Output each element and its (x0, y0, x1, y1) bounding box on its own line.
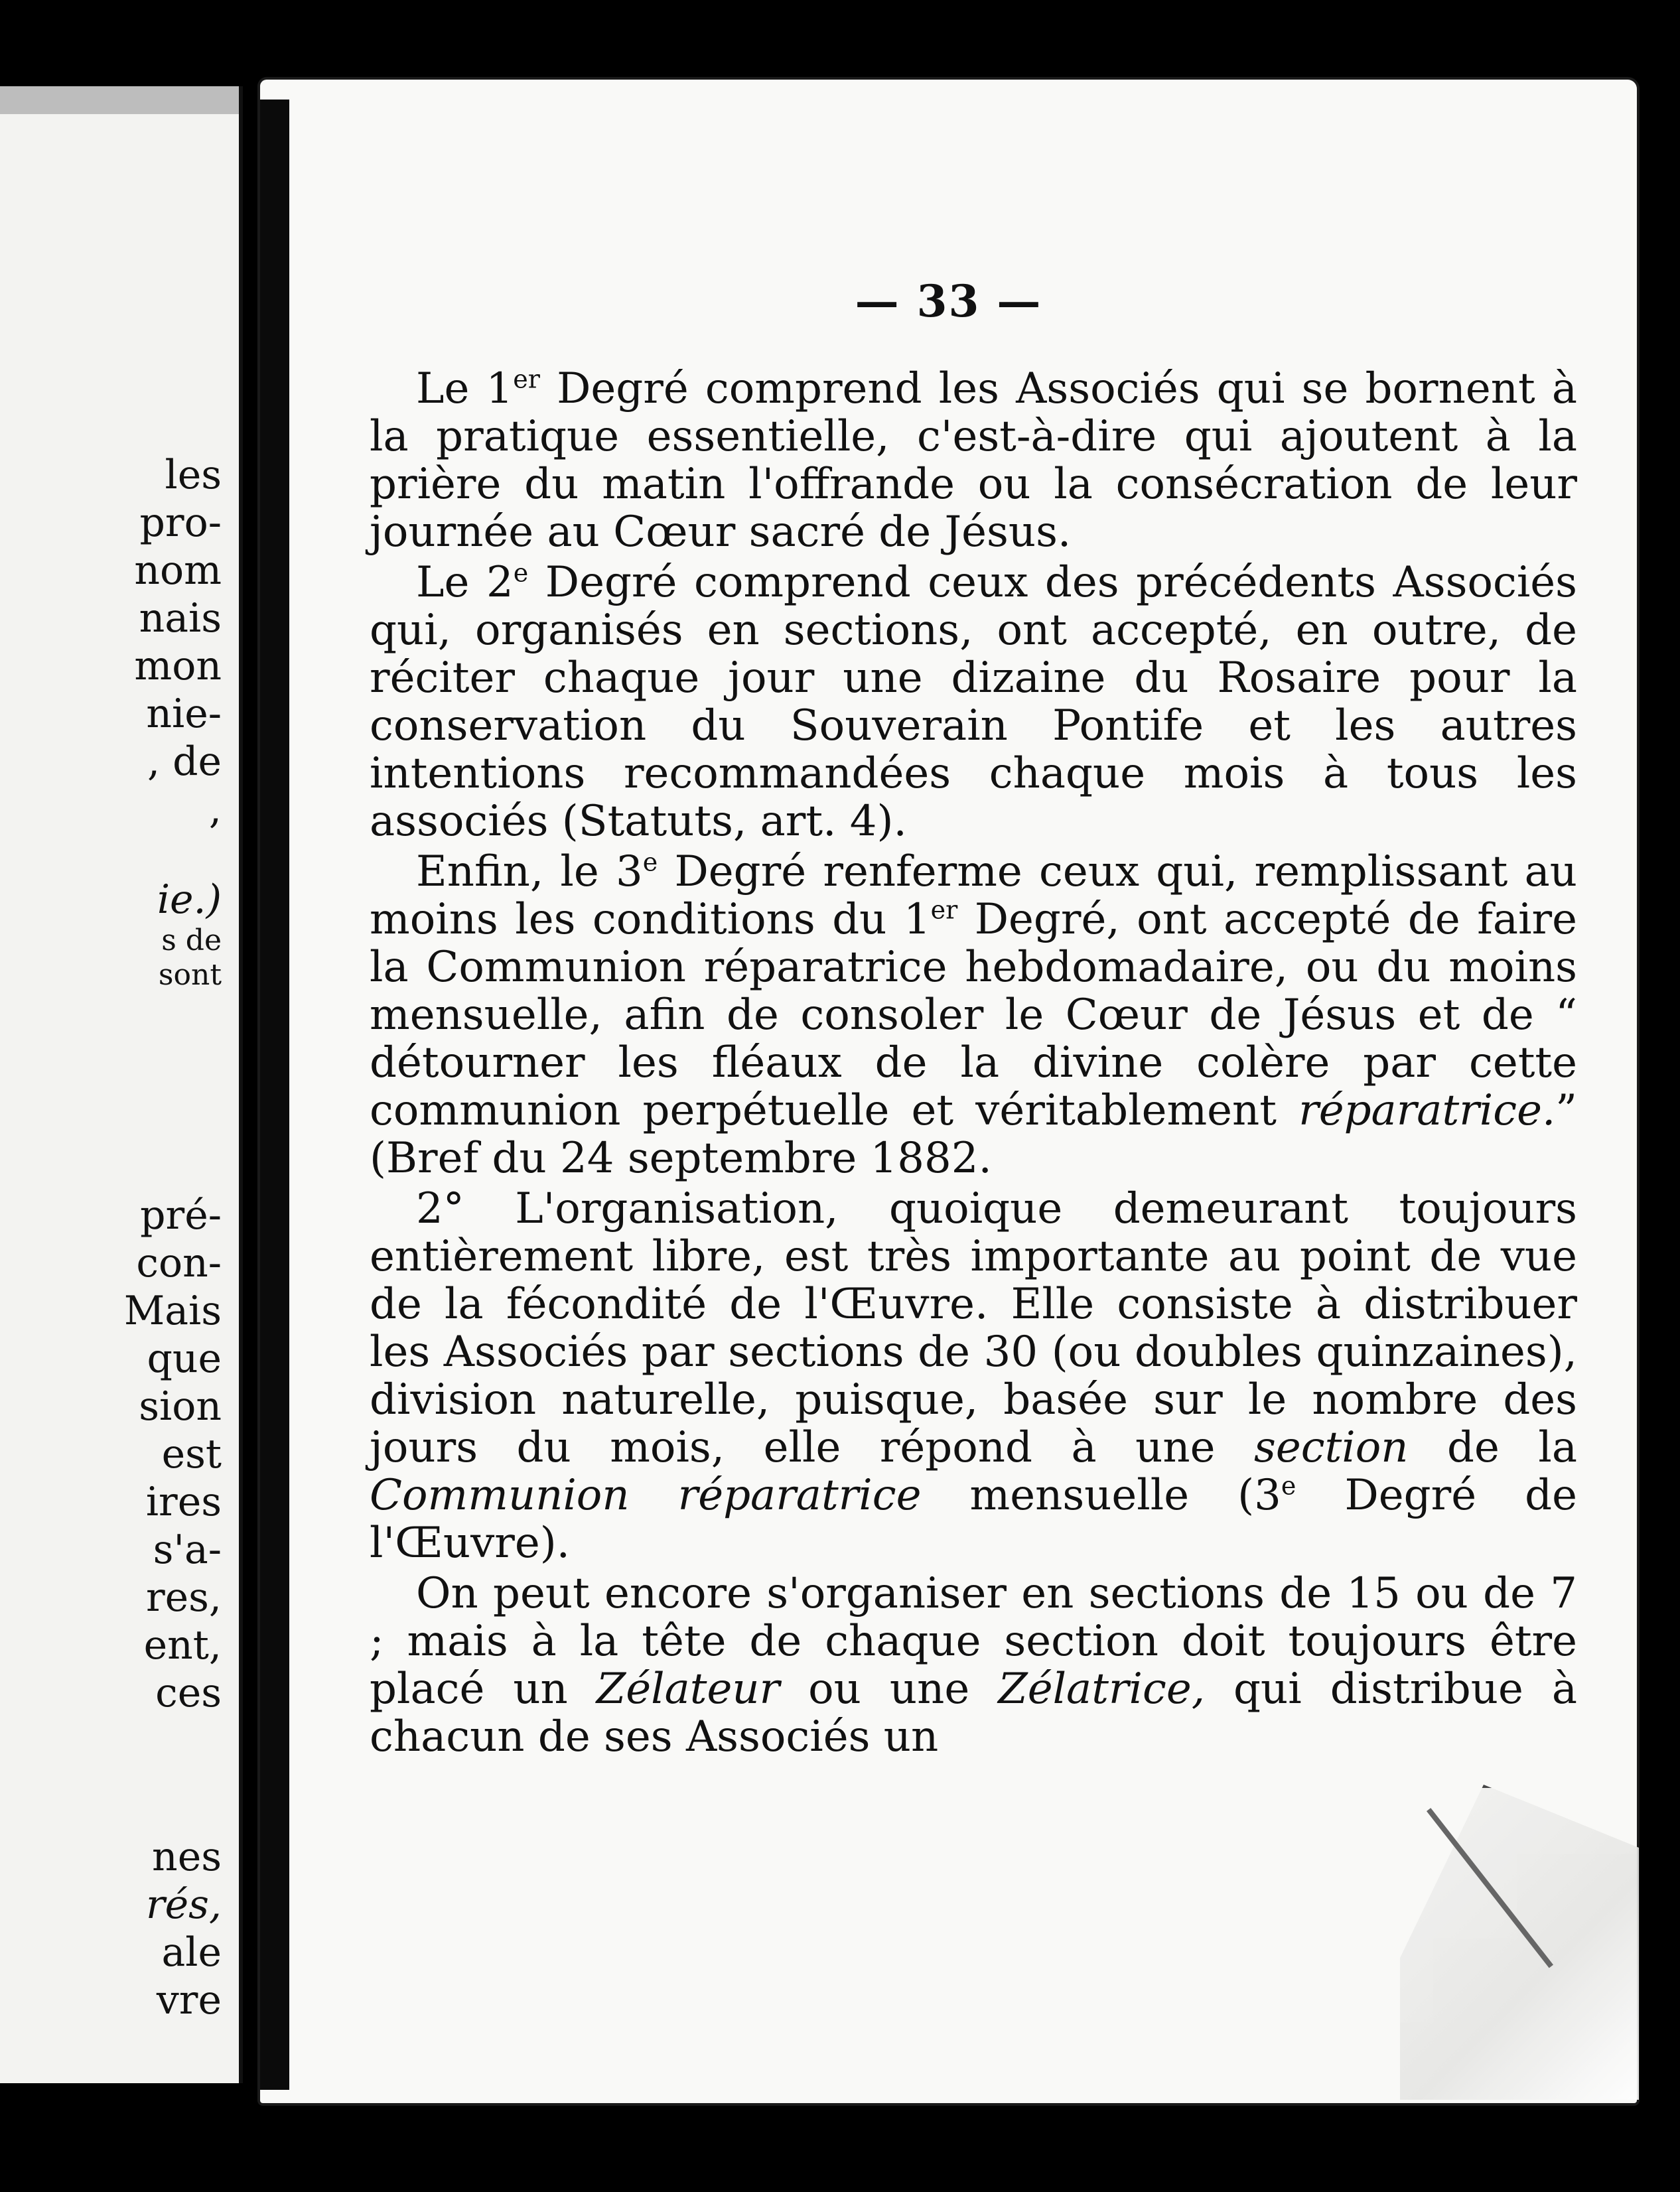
left-line: , de (147, 738, 222, 785)
left-line: nie- (146, 691, 222, 737)
left-line: Mais (123, 1288, 222, 1334)
left-line: nes (152, 1834, 222, 1880)
superscript: e (513, 558, 529, 588)
left-line: ires (145, 1479, 222, 1525)
italic-text: réparatrice. (1298, 1086, 1556, 1135)
italic-text: Zélatrice, (998, 1665, 1206, 1714)
left-line: ent, (143, 1622, 222, 1669)
left-line: , (208, 786, 222, 833)
text-run: Le 1 (416, 364, 514, 413)
left-line: res, (145, 1574, 222, 1621)
text-run: ” (Bref du 24 septembre 1882. (370, 1086, 1577, 1183)
text-run: Enfin, le 3 (416, 847, 643, 896)
left-line: sont (158, 958, 222, 992)
italic-text: Communion réparatrice (370, 1471, 922, 1520)
superscript: er (930, 895, 958, 925)
paragraph-organisation (370, 1185, 1577, 1567)
italic-text: Zélateur (596, 1665, 780, 1714)
left-line: les (165, 452, 222, 498)
page-number: — 33 — (855, 275, 1042, 327)
text-run: 2° L'organisation, quoique demeurant toujours entièrement libre, est très importante au point de vue de la fécondité de l'Œuvre. Elle consiste à distribuer les Associés par sections de 30 (ou doubles quinzaines), division naturelle, puisque, basée sur le nombre des jours du mois, elle répond à une (370, 1184, 1577, 1472)
text-run: de la (1408, 1423, 1578, 1472)
text-run: qui distribue à chacun de ses Associés un (370, 1665, 1578, 1761)
left-line: mon (134, 643, 222, 689)
superscript: e (642, 847, 658, 877)
text-run: Degré de l'Œuvre). (370, 1471, 1578, 1568)
left-line: pré- (140, 1192, 222, 1239)
text-run: Degré comprend les Associés qui se bornent à la pratique essentielle, c'est-à-dire qui ajoutent à la prière du matin l'offrande ou la consécration de leur journée au Cœur sacré de Jésus. (370, 364, 1578, 557)
left-line: vre (156, 1977, 222, 2023)
left-line: ie.) (157, 876, 222, 923)
left-line: sion (139, 1383, 222, 1430)
paragraph-sections (370, 1570, 1577, 1761)
italic-text: section (1254, 1423, 1409, 1472)
text-run: Degré comprend ceux des précédents Associés qui, organisés en sections, ont accepté, en outre, de réciter chaque jour une dizaine du Rosaire pour la conservation du Souverain Pontife et les autres intentions recommandées chaque mois à tous les associés (Statuts, art. 4). (370, 558, 1578, 846)
left-line: est (161, 1431, 222, 1477)
previous-page-text (124, 451, 222, 2024)
left-line (124, 993, 222, 1192)
superscript: e (1281, 1471, 1296, 1501)
left-line: que (147, 1336, 222, 1382)
text-run: mensuelle (3 (921, 1471, 1281, 1520)
text-run: On peut encore s'organiser en sections de 15 ou de 7 ; mais à la tête de chaque section doit toujours être placé un (370, 1569, 1577, 1714)
text-run: Le 2 (416, 558, 514, 607)
text-run: Degré, ont accepté de faire la Communion réparatrice hebdomadaire, ou du moins mensuelle, afin de consoler le Cœur de Jésus et de “ détourner les fléaux de la divine colère par cette communion perpétuelle et véritablement (370, 895, 1578, 1135)
previous-page (0, 86, 243, 2083)
page-body (370, 365, 1577, 1761)
left-line: nais (139, 595, 222, 642)
left-line: pro- (139, 500, 222, 546)
left-line: s'a- (153, 1527, 222, 1573)
left-line: con- (136, 1240, 222, 1286)
left-line (124, 833, 222, 876)
left-line: ale (161, 1929, 222, 1976)
left-line: s de (161, 924, 222, 957)
left-line: rés, (145, 1882, 222, 1928)
paragraph-third-degree (370, 848, 1577, 1182)
left-line (124, 1717, 222, 1833)
paragraph-second-degree (370, 559, 1577, 845)
binding-edge (260, 100, 289, 2090)
page-edge-shadow (0, 86, 239, 114)
text-run: ou une (780, 1665, 999, 1714)
paragraph-first-degree (370, 365, 1577, 556)
left-line: nom (134, 547, 222, 594)
superscript: er (513, 364, 540, 394)
left-line: ces (155, 1670, 222, 1716)
text-run: Degré renferme ceux qui, remplissant au moins les conditions du 1 (370, 847, 1578, 944)
book-page (260, 80, 1637, 2103)
